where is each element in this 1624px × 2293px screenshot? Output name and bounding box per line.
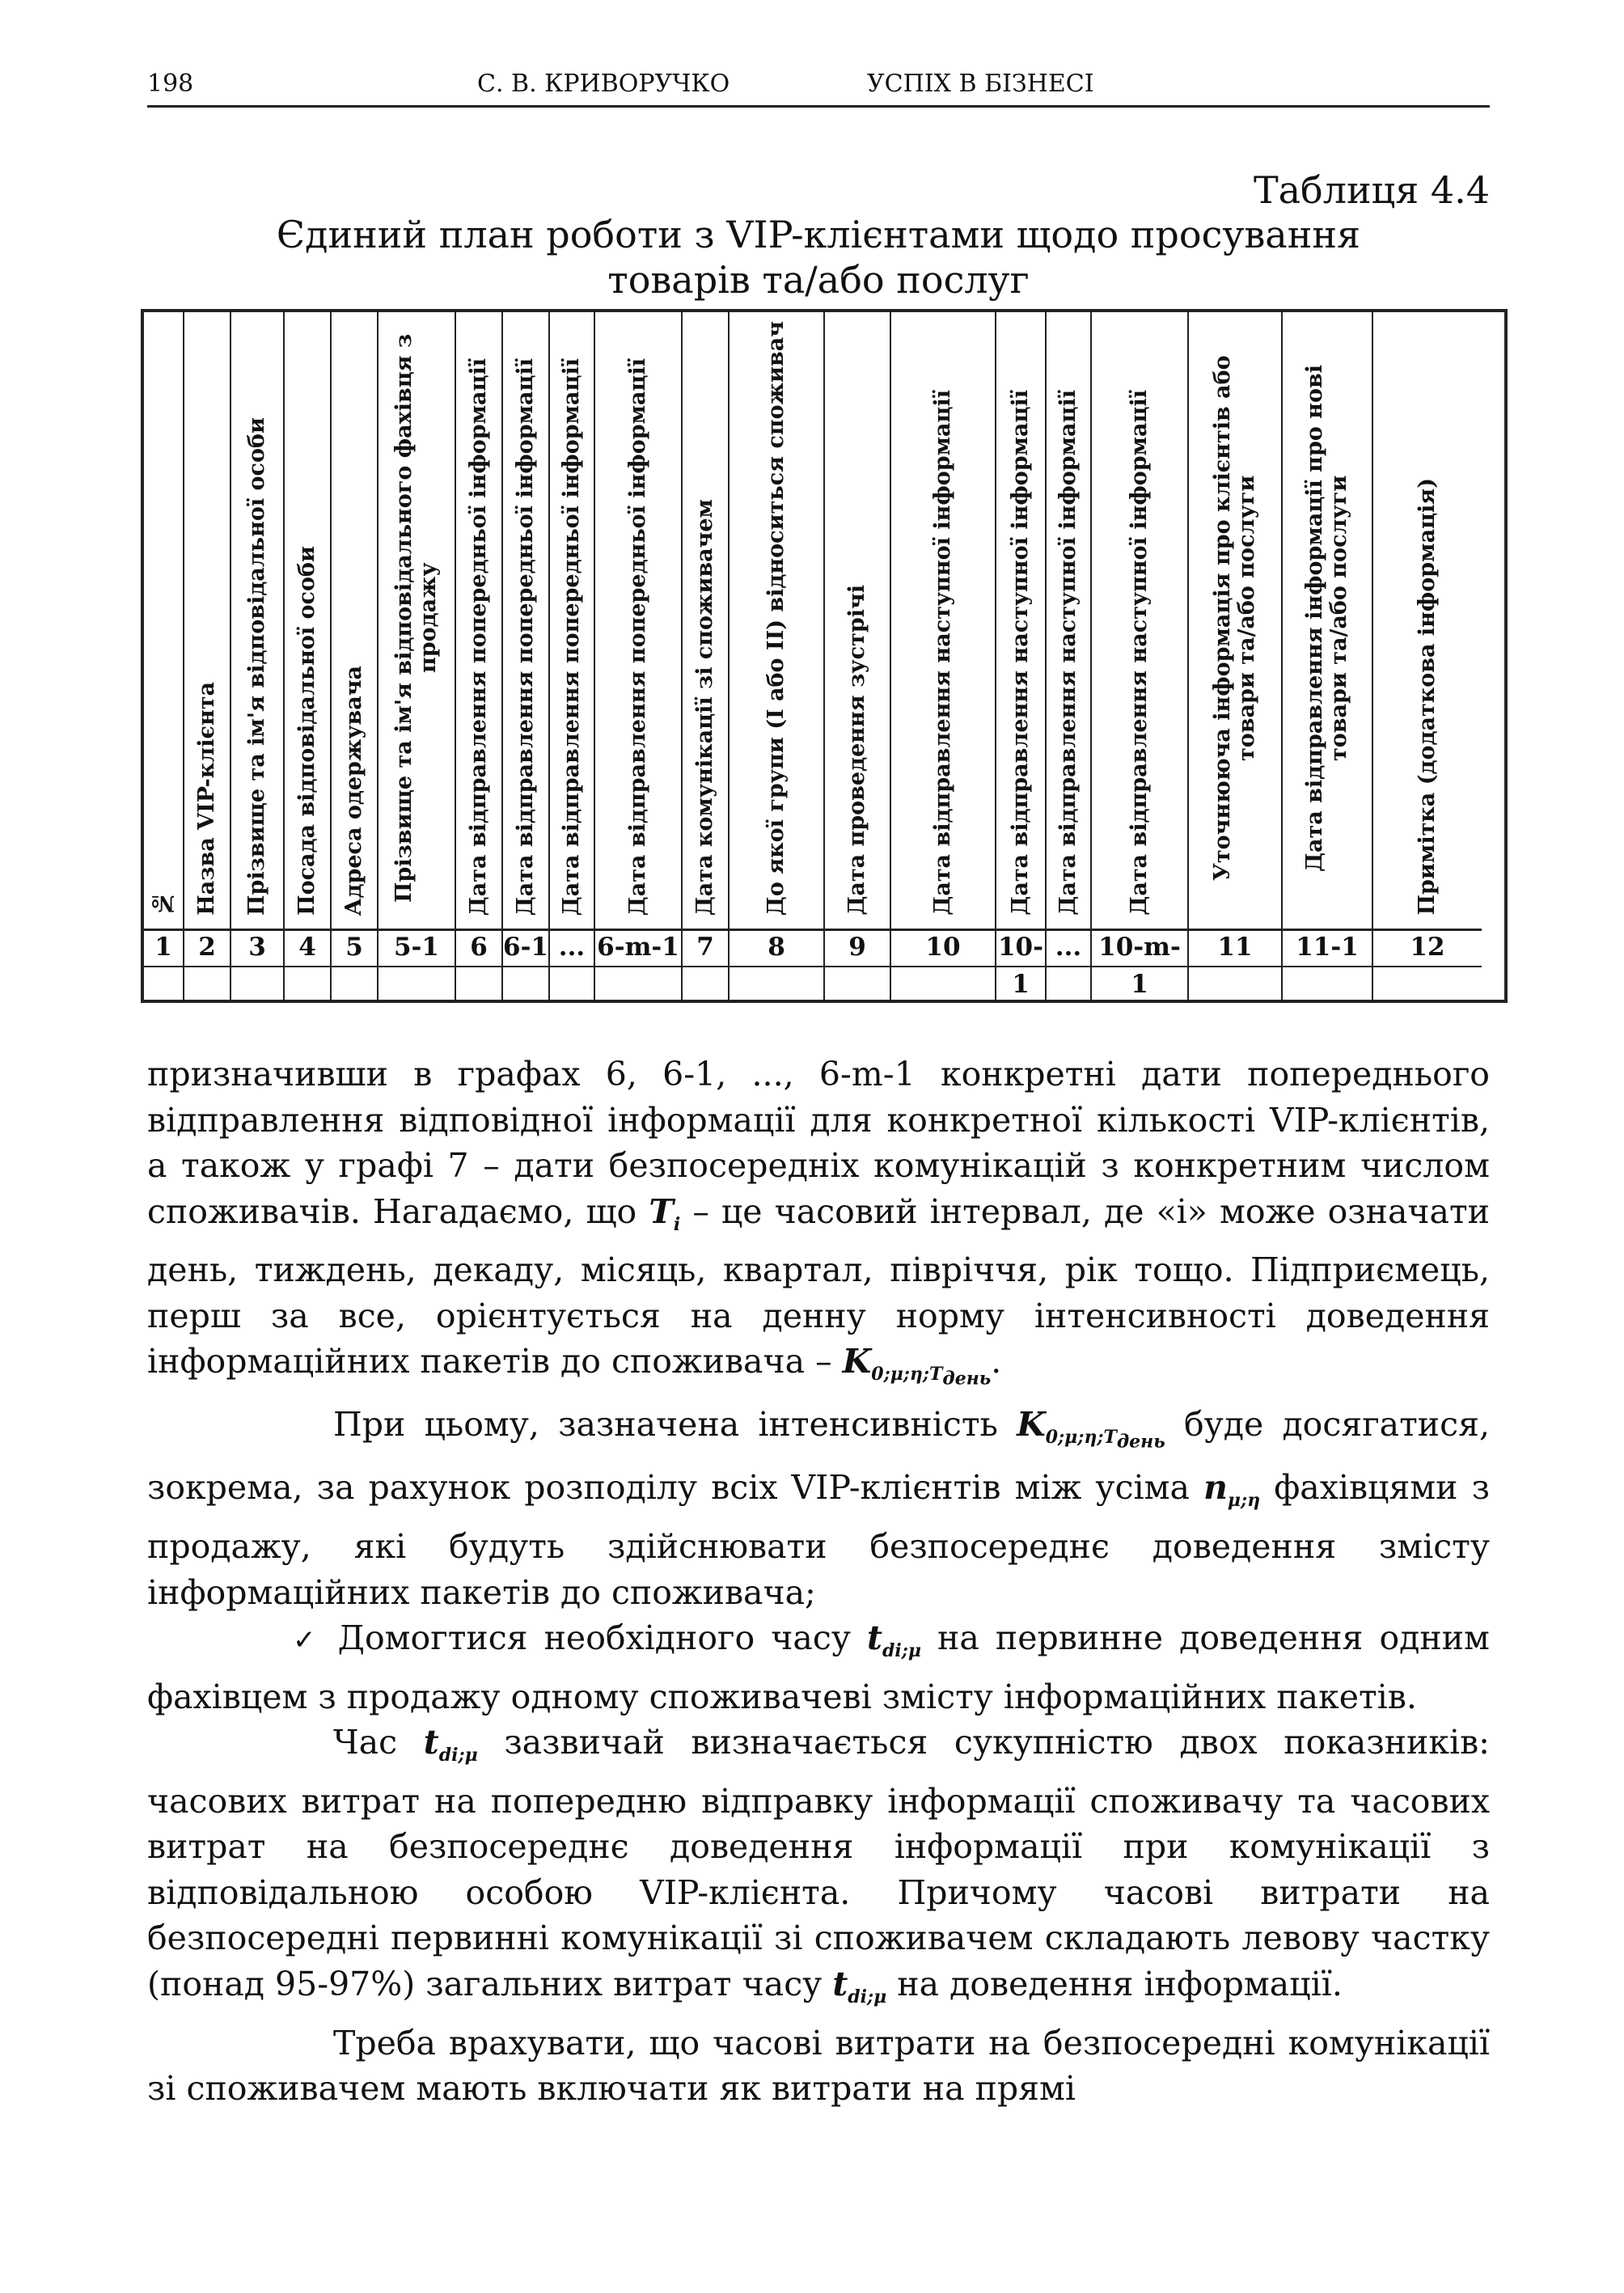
table-column <box>891 312 996 1000</box>
variable-k-day: $K_{0;\mu;\eta;T_{день}}$ <box>842 1342 992 1390</box>
column-number: 11 <box>1189 929 1281 967</box>
header-book-title: УСПІХ В БІЗНЕСІ <box>867 70 1094 98</box>
column-header <box>285 312 330 931</box>
table-column <box>683 312 730 1000</box>
column-header <box>825 312 890 931</box>
column-number: 10-m-1 <box>1092 929 1187 967</box>
empty-cell <box>456 967 501 1000</box>
empty-cell <box>184 967 230 1000</box>
column-header <box>379 312 455 931</box>
column-header-label: Дата відправлення наступної інформації <box>1127 390 1152 916</box>
empty-cell <box>1373 967 1482 1000</box>
empty-cell <box>503 967 548 1000</box>
column-header-label: Дата комунікації зі споживачем <box>692 498 717 916</box>
table-column <box>996 312 1047 1000</box>
variable-t-di: $t_{di;\mu}$ <box>423 1723 478 1766</box>
column-header <box>1092 312 1187 931</box>
column-header <box>1047 312 1090 931</box>
empty-cell <box>379 967 455 1000</box>
column-header-label: До якої групи (І або ІІ) відноситься споживач <box>763 320 789 916</box>
column-header-label: Дата відправлення наступної інформації <box>930 390 955 916</box>
column-header <box>1283 312 1372 931</box>
table-column <box>503 312 550 1000</box>
paragraph-3: ✓ Домогтися необхідного часу $t_{di;\mu}$ на первинне доведення одним фахівцем з продажу одному споживачеві змісту інформаційних пакетів. <box>147 1618 1490 1716</box>
column-number: 4 <box>285 929 330 967</box>
table-column <box>730 312 825 1000</box>
column-number: 2 <box>184 929 230 967</box>
column-number: 8 <box>730 929 823 967</box>
column-header <box>595 312 681 931</box>
column-number: 1 <box>144 929 183 967</box>
empty-cell <box>231 967 283 1000</box>
table-title <box>147 212 1490 302</box>
table-title-line-2: товарів та/або послуг <box>607 258 1030 302</box>
table-column <box>456 312 503 1000</box>
plan-table <box>141 309 1508 1003</box>
empty-cell <box>285 967 330 1000</box>
column-number: 11-1 <box>1283 929 1372 967</box>
empty-cell <box>683 967 728 1000</box>
checkmark-icon: ✓ <box>293 1624 322 1657</box>
empty-cell <box>891 967 995 1000</box>
column-header <box>730 312 823 931</box>
empty-cell <box>332 967 377 1000</box>
column-header-label: Дата відправлення попередньої інформації <box>559 357 584 916</box>
column-header <box>1189 312 1281 931</box>
empty-cell <box>730 967 823 1000</box>
column-number: 6-m-1 <box>595 929 681 967</box>
empty-cell <box>1283 967 1372 1000</box>
paragraph-5: Треба врахувати, що часові витрати на безпосередні комунікації зі споживачем мають включати як витрати на прямі <box>147 2023 1490 2109</box>
table-column <box>1047 312 1092 1000</box>
empty-cell <box>1189 967 1281 1000</box>
column-header-label: Адреса одержувача <box>341 665 366 916</box>
column-header <box>550 312 594 931</box>
variable-t-i: $T_i$ <box>649 1191 681 1235</box>
empty-cell <box>825 967 890 1000</box>
table-column <box>595 312 683 1000</box>
column-header <box>184 312 230 931</box>
column-header <box>996 312 1045 931</box>
column-number: ... <box>1047 929 1090 967</box>
column-header-label: Дата відправлення наступної інформації <box>1055 390 1081 916</box>
paragraph-1: призначивши в графах 6, 6-1, ..., 6-m-1 конкретні дати попереднього відправлення відповідної інформації для конкретної кількості VIP-клієнтів, а також у графі 7 – дати безпосередніх комунікацій з конкретним числом споживачів. Нагадаємо, що $T_i$ – це часовий інтервал, де «і» може означати день, тиждень, декаду, місяць, квартал, півріччя, рік тощо. Підприємець, перш за все, орієнтується на денну норму інтенсивності доведення інформаційних пакетів до споживача – $K_{0;\mu;\eta;T_{день}}$. <box>147 1055 1490 1390</box>
column-number: 5 <box>332 929 377 967</box>
column-header-label: Назва VIP-клієнта <box>194 682 219 916</box>
column-number: 3 <box>231 929 283 967</box>
variable-n: $n_{\mu;\eta}$ <box>1203 1468 1261 1512</box>
running-header <box>147 65 1490 108</box>
column-header-label: Дата відправлення попередньої інформації <box>625 357 650 916</box>
column-header <box>332 312 377 931</box>
page-number: 198 <box>147 70 194 98</box>
column-header-label: Дата відправлення наступної інформації <box>1008 390 1033 916</box>
table-column <box>1373 312 1482 1000</box>
column-number: 6-1 <box>503 929 548 967</box>
column-header <box>891 312 995 931</box>
empty-cell <box>595 967 681 1000</box>
table-column <box>550 312 595 1000</box>
table-column <box>379 312 456 1000</box>
empty-cell <box>144 967 183 1000</box>
variable-k-day: $K_{0;\mu;\eta;T_{день}}$ <box>1017 1405 1165 1453</box>
column-number: 12 <box>1373 929 1482 967</box>
column-number: 5-1 <box>379 929 455 967</box>
column-number: 10 <box>891 929 995 967</box>
column-header <box>144 312 183 931</box>
table-label: Таблиця 4.4 <box>1253 168 1490 212</box>
variable-t-di: $t_{di;\mu}$ <box>832 1964 887 2008</box>
column-header-label: Прізвище та ім'я відповідального фахівця з продажу <box>391 333 441 903</box>
variable-t-di: $t_{di;\mu}$ <box>867 1618 921 1662</box>
column-header-label: Дата відправлення попередньої інформації <box>513 357 538 916</box>
empty-cell <box>550 967 594 1000</box>
table-column <box>285 312 332 1000</box>
table-column <box>184 312 231 1000</box>
column-number: 10-1 <box>996 929 1045 967</box>
column-header <box>1373 312 1482 931</box>
column-header-label: Дата відправлення інформації про нові товари та/або послуги <box>1302 364 1351 872</box>
empty-cell <box>1047 967 1090 1000</box>
table-column <box>231 312 285 1000</box>
table-column <box>1189 312 1283 1000</box>
column-header-label: Прізвище та ім'я відповідальної особи <box>244 417 269 916</box>
column-header-label: Уточнююча інформація про клієнтів або товари та/або послуги <box>1210 355 1259 881</box>
column-header <box>231 312 283 931</box>
table-title-line-1: Єдиний план роботи з VIP-клієнтами щодо просування <box>276 213 1361 256</box>
column-header-label: Примітка (додаткова інформація) <box>1415 478 1440 916</box>
table-column <box>825 312 891 1000</box>
table-column <box>144 312 184 1000</box>
table-column <box>1092 312 1189 1000</box>
paragraph-2: При цьому, зазначена інтенсивність $K_{0;\mu;\eta;T_{день}}$ буде досягатися, зокрема, за рахунок розподілу всіх VIP-клієнтів між усіма $n_{\mu;\eta}$ фахівцями з продажу, які будуть здійснювати безпосереднє доведення змісту інформаційних пакетів до споживача; <box>147 1405 1490 1612</box>
column-number: 9 <box>825 929 890 967</box>
paragraph-4: Час $t_{di;\mu}$ зазвичай визначається сукупністю двох показників: часових витрат на попередню відправку інформації споживачу та часових витрат на безпосереднє доведення інформації при комунікації з відповідальною особою VIP-клієнта. Причому часові витрати на безпосередні первинні комунікації зі споживачем складають левову частку (понад 95-97%) загальних витрат часу $t_{di;\mu}$ на доведення інформації. <box>147 1723 1490 2008</box>
column-header-label: № <box>150 891 176 916</box>
empty-cell <box>996 967 1045 1000</box>
column-number: 6 <box>456 929 501 967</box>
header-author: С. В. КРИВОРУЧКО <box>477 70 730 98</box>
body-text <box>147 1051 1490 2112</box>
column-header <box>503 312 548 931</box>
table-column <box>332 312 379 1000</box>
column-number: ... <box>550 929 594 967</box>
column-header <box>683 312 728 931</box>
table-column <box>1283 312 1373 1000</box>
column-header-label: Посада відповідальної особи <box>294 546 319 916</box>
column-header <box>456 312 501 931</box>
empty-cell <box>1092 967 1187 1000</box>
column-header-label: Дата відправлення попередньої інформації <box>466 357 491 916</box>
column-number: 7 <box>683 929 728 967</box>
column-header-label: Дата проведення зустрічі <box>844 585 869 916</box>
